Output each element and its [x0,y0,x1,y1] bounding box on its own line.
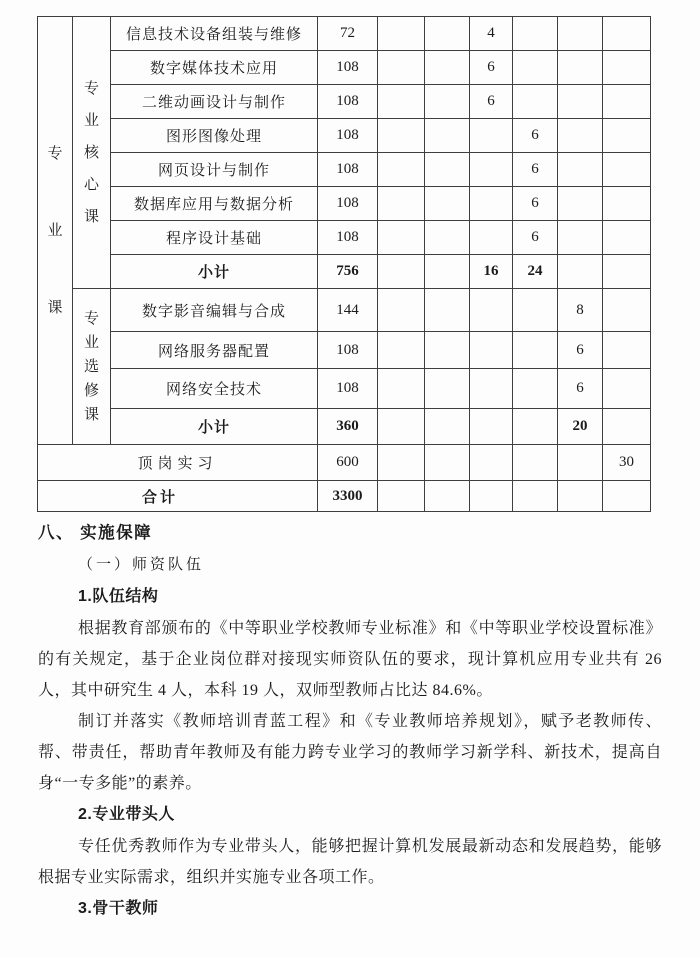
semester-cell: 6 [470,85,513,119]
hours-cell: 108 [318,187,378,221]
core-subtotal-row [38,255,651,289]
semester-cell [603,409,651,445]
semester-cell [425,51,470,85]
semester-cell [378,481,425,512]
internship-hours-cell: 600 [318,445,378,481]
subtotal-label-cell: 小计 [111,255,318,289]
document-page [0,16,700,957]
semester-cell [425,289,470,332]
total-row [38,481,651,512]
course-name-cell: 数字媒体技术应用 [111,51,318,85]
semester-cell: 4 [470,17,513,51]
semester-cell [378,332,425,369]
table-row [38,51,651,85]
course-name-cell: 程序设计基础 [111,221,318,255]
semester-cell [513,289,558,332]
subtotal-hours-cell: 756 [318,255,378,289]
semester-cell [378,153,425,187]
semester-cell: 6 [513,187,558,221]
semester-cell [513,481,558,512]
semester-cell [558,17,603,51]
semester-cell [378,221,425,255]
semester-cell [558,445,603,481]
table-row [38,369,651,409]
semester-cell [378,119,425,153]
semester-cell [470,445,513,481]
semester-cell [425,85,470,119]
paragraph-team-structure: 根据教育部颁布的《中等职业学校教师专业标准》和《中等职业学校设置标准》的有关规定，基于企业岗位群对接现实师资队伍的要求，现计算机应用专业共有 26 人，其中研究生 4 人，本科 19 人，双师型教师占比达 84.6%。 [38,620,662,699]
semester-cell [470,481,513,512]
semester-cell: 24 [513,255,558,289]
course-name-cell: 数字影音编辑与合成 [111,289,318,332]
semester-cell: 16 [470,255,513,289]
elective-subtotal-row [38,409,651,445]
course-name-cell: 数据库应用与数据分析 [111,187,318,221]
semester-cell [513,409,558,445]
group-cell-core-courses [73,17,111,289]
semester-cell [470,153,513,187]
semester-cell [378,51,425,85]
semester-cell [470,187,513,221]
table-row [38,17,651,51]
semester-cell [603,289,651,332]
total-label-cell: 合计 [38,481,318,512]
semester-cell [425,221,470,255]
semester-cell [470,332,513,369]
semester-cell [603,332,651,369]
semester-cell [513,369,558,409]
paragraph-teacher-training: 制订并落实《教师培训青蓝工程》和《专业教师培养规划》，赋予老教师传、帮、带责任，帮助青年教师及有能力跨专业学习的教师学习新学科、新技术，提高自身“一专多能”的素养。 [38,713,662,792]
elective-group-label: 专 业 选 修 课 [83,310,99,423]
semester-cell [470,409,513,445]
semester-cell [425,153,470,187]
semester-cell [425,17,470,51]
semester-cell [513,445,558,481]
semester-cell: 30 [603,445,651,481]
semester-cell [558,187,603,221]
semester-cell: 6 [513,221,558,255]
subtotal-hours-cell: 360 [318,409,378,445]
semester-cell: 8 [558,289,603,332]
semester-cell [378,85,425,119]
subsection-heading-teaching-staff: （一）师资队伍 [78,557,205,573]
semester-cell [513,17,558,51]
curriculum-hours-table [37,16,651,512]
semester-cell [378,289,425,332]
semester-cell [378,17,425,51]
hours-cell: 108 [318,119,378,153]
semester-cell [470,369,513,409]
category-label: 专 业 课 [47,145,63,316]
total-hours-cell: 3300 [318,481,378,512]
heading-team-structure: 1.队伍结构 [78,588,159,605]
hours-cell: 108 [318,51,378,85]
semester-cell [603,187,651,221]
semester-cell [558,119,603,153]
heading-program-leader: 2.专业带头人 [78,806,175,823]
group-cell-elective-courses [73,289,111,445]
semester-cell [425,369,470,409]
table-row [38,187,651,221]
hours-cell: 72 [318,17,378,51]
semester-cell: 6 [513,119,558,153]
hours-cell: 108 [318,85,378,119]
table-row [38,119,651,153]
table-row [38,153,651,187]
semester-cell [425,481,470,512]
semester-cell [603,369,651,409]
semester-cell [378,409,425,445]
subtotal-label-cell: 小计 [111,409,318,445]
course-name-cell: 二维动画设计与制作 [111,85,318,119]
paragraph-program-leader: 专任优秀教师作为专业带头人，能够把握计算机发展最新动态和发展趋势，能够根据专业实际需求，组织并实施专业各项工作。 [38,838,662,886]
semester-cell [470,221,513,255]
semester-cell [603,255,651,289]
semester-cell [558,85,603,119]
internship-row [38,445,651,481]
hours-cell: 144 [318,289,378,332]
hours-cell: 108 [318,369,378,409]
semester-cell [425,119,470,153]
internship-label-cell: 顶岗实习 [38,445,318,481]
semester-cell [425,332,470,369]
table-row [38,85,651,119]
semester-cell [378,369,425,409]
semester-cell [558,221,603,255]
semester-cell [603,51,651,85]
implementation-guarantee-section [38,517,662,925]
course-name-cell: 网络服务器配置 [111,332,318,369]
semester-cell [513,85,558,119]
table-row [38,221,651,255]
semester-cell [470,289,513,332]
semester-cell [603,153,651,187]
semester-cell [558,51,603,85]
course-name-cell: 网络安全技术 [111,369,318,409]
semester-cell [425,445,470,481]
semester-cell: 6 [558,332,603,369]
semester-cell [513,332,558,369]
semester-cell [603,119,651,153]
semester-cell [425,409,470,445]
semester-cell [513,51,558,85]
section-heading: 八、 实施保障 [38,524,153,542]
table-row [38,289,651,332]
semester-cell [558,481,603,512]
semester-cell [603,17,651,51]
course-name-cell: 图形图像处理 [111,119,318,153]
heading-backbone-teachers: 3.骨干教师 [78,900,159,917]
semester-cell [470,119,513,153]
hours-cell: 108 [318,332,378,369]
semester-cell [603,481,651,512]
hours-cell: 108 [318,153,378,187]
core-group-label: 专 业 核 心 课 [83,80,99,225]
semester-cell [558,153,603,187]
category-cell-major-courses [38,17,73,445]
semester-cell [425,187,470,221]
course-name-cell: 网页设计与制作 [111,153,318,187]
semester-cell [378,445,425,481]
semester-cell: 6 [513,153,558,187]
hours-cell: 108 [318,221,378,255]
semester-cell [603,221,651,255]
semester-cell: 6 [558,369,603,409]
semester-cell [378,255,425,289]
course-name-cell: 信息技术设备组装与维修 [111,17,318,51]
semester-cell: 20 [558,409,603,445]
semester-cell: 6 [470,51,513,85]
table-row [38,332,651,369]
semester-cell [603,85,651,119]
semester-cell [425,255,470,289]
semester-cell [558,255,603,289]
semester-cell [378,187,425,221]
